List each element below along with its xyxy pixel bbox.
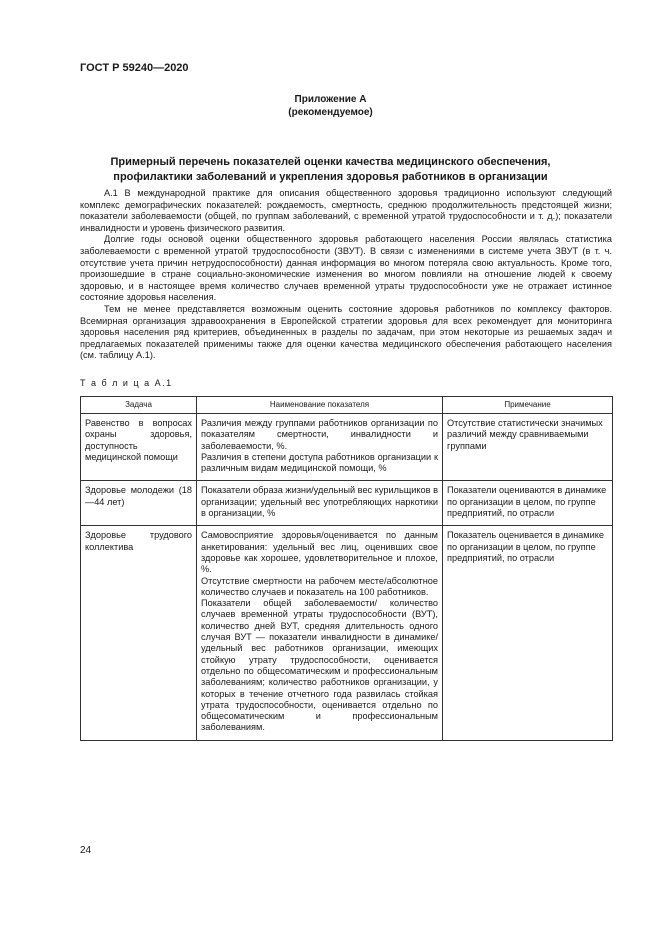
annex-title: Приложение А bbox=[294, 94, 367, 105]
column-header-note: Примечание bbox=[443, 397, 613, 414]
indicator-cell bbox=[197, 526, 443, 740]
table-row bbox=[81, 414, 613, 481]
column-header-indicator: Наименование показателя bbox=[197, 397, 443, 414]
indicator-text: Самовосприятие здоровья/оценивается по данным анкетирования: удельный вес лиц, оценивших свое здоровье как хорошее, удовлетворительное и плохое, %. bbox=[201, 530, 438, 575]
main-title-line-1: Примерный перечень показателей оценки качества медицинского обеспечения, bbox=[110, 156, 551, 168]
task-cell: Равенство в вопросах охраны здоровья, доступность медицинской помощи bbox=[81, 414, 197, 481]
indicator-text: Показатели образа жизни/удельный вес курильщиков в организации; удельный вес употребляющих наркотики в организации, % bbox=[201, 485, 438, 519]
annex-subtitle: (рекомендуемое) bbox=[288, 107, 373, 118]
table-header-row bbox=[81, 397, 613, 414]
body-text bbox=[80, 188, 612, 362]
indicator-text: Различия в степени доступа работников организации к различным видам медицинской помощи, % bbox=[201, 451, 438, 474]
paragraph: Долгие годы основой оценки общественного здоровья работающего населения России являлась статистика заболеваемости с временной утратой трудоспособности (ЗВУТ). В связи с изменениями в системе учета ЗВУТ (в т. ч. отсутствие учета причин нетрудоспособности) данная информация во многом потеряла свою актуальность. Кроме того, произошедшие в стране социально-экономические изменения во многом повлияли на отношение людей к своему здоровью, и в настоящее время количество случаев временной утраты трудоспособности уже не отражает истинное состояние здоровья населения. bbox=[80, 234, 612, 303]
indicator-cell bbox=[197, 414, 443, 481]
indicator-text: Различия между группами работников организации по показателям смертности, инвалидности и заболеваемости, %. bbox=[201, 418, 438, 451]
standard-code: ГОСТ Р 59240—2020 bbox=[80, 62, 189, 74]
main-title bbox=[60, 155, 601, 185]
table-row bbox=[81, 481, 613, 526]
table-row bbox=[81, 526, 613, 740]
page-number: 24 bbox=[80, 845, 92, 856]
note-cell: Показатель оценивается в динамике по организации в целом, по группе предприятий, по отрасли bbox=[443, 526, 613, 740]
indicator-text: Показатели общей заболеваемости/ количество случаев временной утраты трудоспособности (ВУТ), количество дней ВУТ, средняя длительность одного случая ВУТ — показатели инвалидности в динамике/удельный вес работников организации, имеющих стойкую утрату трудоспособности, оценивается отдельно по общесоматическим и профессиональным заболеваниям; количество работников организации, у которых в течение отчетного года развилась стойкая утрата трудоспособности, оценивается отдельно по общесоматическим и профессиональным заболеваниям. bbox=[201, 598, 438, 733]
note-cell: Показатели оцениваются в динамике по организации в целом, по группе предприятий, по отрасли bbox=[443, 481, 613, 526]
column-header-task: Задача bbox=[81, 397, 197, 414]
task-cell: Здоровье трудового коллектива bbox=[81, 526, 197, 740]
paragraph: А.1 В международной практике для описания общественного здоровья традиционно используют следующий комплекс демографических показателей: рождаемость, смертность, среднюю продолжительность предстоящей жизни; показатели заболеваемости (общей, по группам заболеваний, с временной утратой трудоспособности и т. д.); показатели инвалидности и уровень физического развития. bbox=[80, 188, 612, 233]
note-cell: Отсутствие статистически значимых различий между сравниваемыми группами bbox=[443, 414, 613, 481]
main-title-line-2: профилактики заболеваний и укрепления здоровья работников в организации bbox=[113, 171, 548, 183]
indicator-cell bbox=[197, 481, 443, 526]
annex-heading bbox=[0, 93, 661, 119]
task-cell: Здоровье молодежи (18—44 лет) bbox=[81, 481, 197, 526]
paragraph: Тем не менее представляется возможным оценить состояние здоровья работников по комплексу факторов. Всемирная организация здравоохранения в Европейской стратегии здоровья для всех рекомендует для мониторинга здоровья населения ряд критериев, объединенных в разделы по задачам, при этом некоторые из решаемых задач и предлагаемых показателей применимы также для оценки качества медицинского обеспечения работающего населения (см. таблицу А.1). bbox=[80, 303, 612, 361]
indicator-text: Отсутствие смертности на рабочем месте/абсолютное количество случаев и показатель на 100 работников. bbox=[201, 575, 438, 597]
indicators-table bbox=[80, 396, 613, 741]
table-caption: Т а б л и ц а А.1 bbox=[80, 378, 173, 388]
